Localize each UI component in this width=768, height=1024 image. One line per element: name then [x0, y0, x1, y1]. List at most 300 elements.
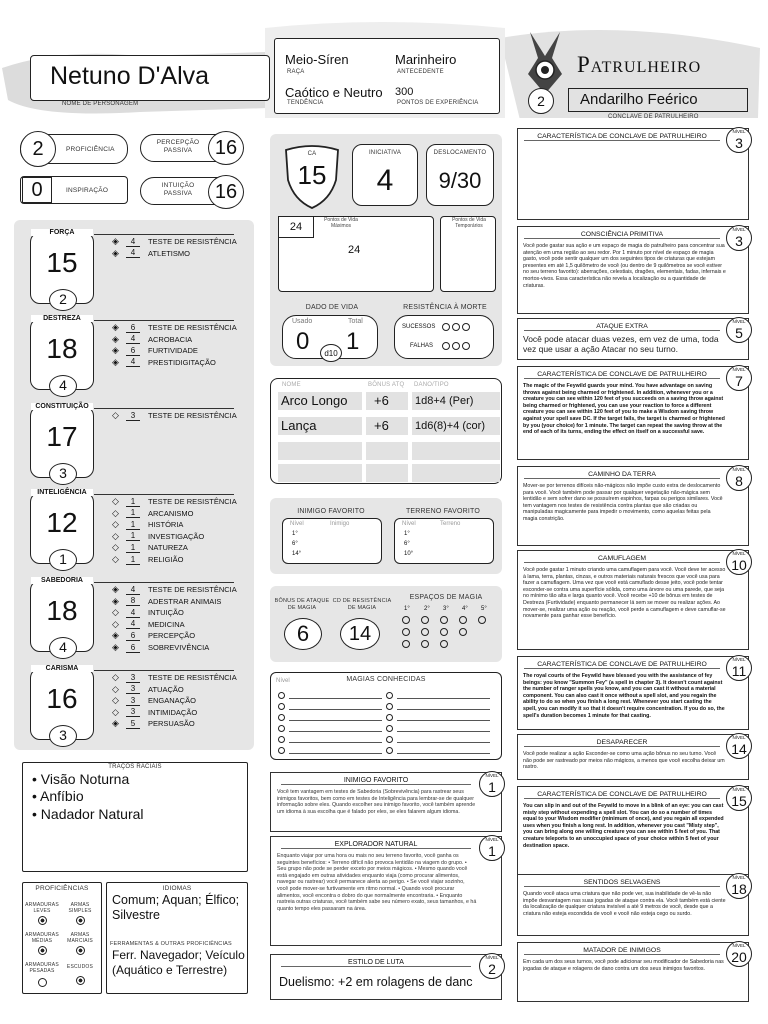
armor-medium-check-icon[interactable] — [38, 946, 47, 955]
proficiency-mark-icon: ◇ — [112, 530, 119, 541]
attribute-block[interactable] — [30, 665, 94, 743]
feature-level-circle — [479, 771, 505, 797]
skill-row[interactable] — [112, 554, 183, 565]
ranger-emblem-icon — [522, 28, 568, 96]
racial-trait-item: • Anfíbio — [32, 788, 84, 804]
spell-name-line — [289, 725, 382, 732]
character-name: Netuno D'Alva — [50, 62, 210, 90]
skill-row[interactable] — [112, 542, 188, 553]
hit-dice-used-label: Usado — [292, 318, 313, 325]
feature-card-favored-enemy — [270, 772, 502, 832]
feature-text: Você tem vantagem em testes de Sabedoria (Sobrevivência) para rastrear seus inimigos favoritos, bem como em testes de Inteligência para lembrar-se de qualquer informação sobre eles. Quando escolher seu inimigo favorito, você também aprende um idioma à sua escolha que é falado por eles, se eles falarem algum idioma. — [277, 789, 476, 815]
feature-level: 20 — [731, 949, 747, 965]
feature-title: CARACTERÍSTICA DE CONCLAVE DE PATRULHEIRO — [524, 371, 720, 379]
proficiency-mark-icon: ◇ — [112, 519, 119, 530]
spell-slot[interactable] — [402, 628, 410, 636]
feature-level-circle — [726, 465, 752, 491]
favored-enemy-level-col: Nível — [290, 521, 304, 527]
proficiency-circle[interactable] — [20, 131, 56, 167]
weapon-row[interactable] — [278, 442, 500, 462]
weapon-row[interactable] — [278, 464, 500, 484]
racial-traits-title: TRAÇOS RACIAIS — [108, 764, 162, 770]
spell-line[interactable] — [386, 735, 490, 743]
passive-insight-value: 16 — [214, 180, 238, 203]
spell-dc-label: CD DE RESISTÊNCIA DE MAGIA — [332, 598, 392, 611]
skill-bonus: 6 — [126, 631, 140, 641]
feature-level-caption: NÍVEL — [732, 129, 746, 134]
passive-insight-circle[interactable] — [208, 175, 244, 209]
attribute-name: FORÇA — [31, 229, 93, 236]
spell-line[interactable] — [278, 702, 382, 710]
skill-bonus: 4 — [126, 608, 140, 618]
feature-level-circle — [726, 785, 752, 811]
failure-check[interactable] — [452, 342, 460, 350]
class-feature-card — [517, 942, 749, 1002]
spell-prepared-check[interactable] — [278, 736, 285, 743]
armor-heavy-check-icon[interactable] — [38, 978, 47, 987]
feature-level: 14 — [731, 741, 747, 757]
skill-bonus: 6 — [126, 643, 140, 653]
spell-prepared-check[interactable] — [386, 747, 393, 754]
skill-label: INTIMIDAÇÃO — [148, 707, 198, 717]
feature-text: Você pode atacar duas vezes, em vez de uma, toda vez que usar a ação Atacar no seu turno. — [523, 335, 719, 354]
class-feature-card — [517, 550, 749, 650]
failures-label: FALHAS — [410, 343, 434, 349]
spell-name-line — [397, 703, 490, 710]
proficiency-mark-icon: ◇ — [112, 410, 119, 420]
skill-label: SOBREVIVÊNCIA — [148, 643, 210, 652]
spell-prepared-check[interactable] — [278, 714, 285, 721]
skill-row[interactable] — [112, 508, 193, 519]
skill-row[interactable] — [112, 718, 195, 729]
spell-name-line — [397, 747, 490, 754]
passive-perception-circle[interactable] — [208, 131, 244, 165]
class-feature-card — [517, 656, 749, 730]
spell-name-line — [289, 747, 382, 754]
skill-bonus: 4 — [126, 334, 140, 344]
spell-slot-row[interactable] — [402, 628, 467, 636]
favored-enemy-col: Inimigo — [330, 521, 350, 527]
spell-line[interactable] — [278, 724, 382, 732]
proficiency-mark-icon: ◈ — [112, 718, 119, 729]
feature-title: ATAQUE EXTRA — [524, 323, 720, 331]
skill-bonus: 6 — [126, 346, 140, 356]
feature-card-natural-explorer — [270, 836, 502, 946]
slot-level: 4° — [462, 606, 468, 612]
armor-light-label: ARMADURAS LEVES — [25, 902, 59, 914]
feature-level: 8 — [735, 473, 743, 489]
weapons-header-bonus: BÔNUS ATQ — [368, 382, 405, 388]
success-check[interactable] — [452, 323, 460, 331]
class-feature-card — [517, 786, 749, 878]
skill-label: HISTÓRIA — [148, 520, 184, 530]
skill-label: TESTE DE RESISTÊNCIA — [148, 585, 237, 594]
weapons-simple-check-icon[interactable] — [76, 916, 85, 925]
favored-terrain-level: 10° — [404, 551, 414, 557]
skill-label: MEDICINA — [148, 619, 185, 629]
feature-title: DESAPARECER — [524, 739, 720, 747]
proficiency-mark-icon: ◈ — [112, 642, 119, 652]
skill-bonus: 4 — [126, 585, 140, 595]
feature-level-caption: NÍVEL — [485, 955, 499, 960]
proficiency-mark-icon: ◈ — [112, 584, 119, 594]
feature-title: CARACTERÍSTICA DE CONCLAVE DE PATRULHEIRO — [524, 791, 720, 799]
spell-line[interactable] — [386, 702, 490, 710]
spell-slot[interactable] — [402, 640, 410, 648]
proficiency-mark-icon: ◇ — [112, 672, 119, 682]
skill-row[interactable] — [112, 607, 184, 618]
subclass-label: CONCLAVE DE PATRULHEIRO — [608, 114, 699, 120]
skill-row[interactable] — [112, 619, 185, 630]
success-check[interactable] — [442, 323, 450, 331]
failure-check[interactable] — [462, 342, 470, 350]
proficiency-mark-icon: ◈ — [112, 247, 119, 258]
spell-slot[interactable] — [478, 616, 486, 624]
attribute-divider — [94, 408, 234, 409]
inspiration-value: 0 — [31, 179, 43, 201]
spell-slot[interactable] — [459, 628, 467, 636]
proficiency-mark-icon: ◇ — [112, 683, 119, 694]
skill-row[interactable] — [112, 584, 237, 595]
spell-attack-value: 6 — [296, 621, 310, 646]
feature-title: CARACTERÍSTICA DE CONCLAVE DE PATRULHEIRO — [524, 661, 720, 669]
initiative-label: INICIATIVA — [368, 150, 402, 156]
spell-prepared-check[interactable] — [386, 736, 393, 743]
skill-row[interactable] — [112, 695, 196, 706]
spell-name-line — [397, 736, 490, 743]
skill-label: PRESTIDIGITAÇÃO — [148, 357, 216, 367]
feature-level: 5 — [735, 325, 743, 341]
skill-label: TESTE DE RESISTÊNCIA — [148, 673, 237, 682]
proficiency-mark-icon: ◈ — [112, 356, 119, 367]
skill-row[interactable] — [112, 410, 237, 421]
attribute-block[interactable] — [30, 229, 94, 307]
spell-line[interactable] — [386, 691, 490, 699]
skill-bonus: 3 — [126, 411, 140, 421]
attribute-score: 18 — [46, 595, 78, 626]
speed-value: 9/30 — [438, 168, 482, 193]
spell-line[interactable] — [278, 691, 382, 699]
skill-label: ACROBACIA — [148, 334, 193, 344]
shields-check-icon[interactable] — [76, 976, 85, 985]
hp-max-value: 24 — [289, 221, 303, 233]
spell-line[interactable] — [386, 746, 490, 754]
spell-dc-value: 14 — [348, 622, 372, 645]
level-value: 2 — [537, 93, 545, 109]
hit-dice-total-value: 1 — [346, 328, 360, 355]
feature-level-circle — [726, 549, 752, 575]
favored-enemy-level: 14° — [292, 551, 302, 557]
background-label: ANTECEDENTE — [397, 69, 444, 75]
skill-row[interactable] — [112, 596, 221, 607]
alignment-value[interactable]: Caótico e Neutro — [285, 85, 383, 100]
spell-prepared-check[interactable] — [386, 692, 393, 699]
skill-bonus: 8 — [126, 596, 140, 606]
attribute-score: 17 — [46, 421, 78, 452]
feature-level: 7 — [735, 373, 743, 389]
feature-title: CARACTERÍSTICA DE CONCLAVE DE PATRULHEIRO — [524, 133, 720, 141]
feature-title: ESTILO DE LUTA — [281, 959, 471, 967]
feature-level-circle — [726, 365, 752, 391]
attribute-divider — [94, 670, 234, 671]
skill-label: INVESTIGAÇÃO — [148, 531, 205, 541]
skill-row[interactable] — [112, 707, 197, 718]
skill-label: ATLETISMO — [148, 248, 190, 258]
spell-slot[interactable] — [440, 616, 448, 624]
speed-label: DESLOCAMENTO — [433, 150, 487, 156]
class-feature-card — [517, 874, 749, 936]
proficiency-label: PROFICIÊNCIA — [66, 146, 115, 153]
spell-slot[interactable] — [421, 628, 429, 636]
attribute-score: 12 — [46, 507, 78, 538]
attribute-divider — [94, 320, 234, 321]
attribute-name: CONSTITUIÇÃO — [31, 403, 93, 410]
feature-text: The royal courts of the Feywild have blessed you with the assistance of fey beings: you know "Summon Fey" (a spell in chapter 3). It doesn't count against the number of ranger spells you know, and you can cast it without a material component. You can also cast it once without a spell slot, and you regain the ability to do so when you finish a long rest. Whenever you start casting the spell, you can modify it so that it doesn't require concentration. If you do so, the spell's duration becomes 1 minute for that casting. — [523, 673, 725, 719]
feature-title: MATADOR DE INIMIGOS — [524, 947, 720, 955]
spell-name-line — [289, 714, 382, 721]
feature-level-caption: NÍVEL — [732, 943, 746, 948]
xp-value[interactable]: 300 — [395, 86, 414, 98]
xp-label: PONTOS DE EXPERIÊNCIA — [397, 100, 479, 106]
spell-line[interactable] — [278, 746, 382, 754]
hit-dice-label: DADO DE VIDA — [305, 304, 359, 311]
spell-prepared-check[interactable] — [278, 692, 285, 699]
success-check[interactable] — [462, 323, 470, 331]
spell-slot-row[interactable] — [402, 616, 486, 624]
spell-attack-label: BÔNUS DE ATAQUE DE MAGIA — [274, 598, 330, 611]
favored-terrain-level: 6° — [404, 541, 410, 547]
death-saves-label: RESISTÊNCIA À MORTE — [403, 304, 487, 311]
attribute-block[interactable] — [30, 315, 94, 393]
spell-prepared-check[interactable] — [278, 703, 285, 710]
spell-prepared-check[interactable] — [386, 703, 393, 710]
skill-row[interactable] — [112, 642, 209, 653]
feature-level: 2 — [488, 961, 496, 977]
weapon-damage: 1d6(8)+4 (cor) — [412, 417, 500, 435]
skill-label: ADESTRAR ANIMAIS — [148, 596, 222, 606]
success-checks[interactable] — [442, 323, 470, 331]
spell-line[interactable] — [278, 735, 382, 743]
class-feature-card — [517, 128, 749, 220]
attribute-modifier[interactable]: 2 — [49, 289, 77, 311]
background-value[interactable]: Marinheiro — [395, 52, 457, 67]
skill-row[interactable] — [112, 334, 192, 345]
skill-row[interactable] — [112, 345, 198, 356]
feature-level-caption: NÍVEL — [732, 227, 746, 232]
hp-max-badge — [278, 216, 314, 238]
armor-heavy-label: ARMADURAS PESADAS — [25, 962, 59, 974]
spell-name-line — [289, 703, 382, 710]
feature-title: CAMINHO DA TERRA — [524, 471, 720, 479]
hit-die-value: d10 — [324, 348, 338, 358]
spell-slot[interactable] — [402, 616, 410, 624]
feature-text: The magic of the Feywild guards your mind. You have advantage on saving throws against being charmed or frightened. In addition, whenever you or a creature you can see within 120 feet of you succeeds on a saving throw against being charmed or frightened, you can use your reaction to force a different creature you can see within 120 feet of you to make a Wisdom saving throw against your spell save DC. If the target fails, the target is charmed or frightened by you (your choice) for 1 minute. The target can repeat the saving throw at the end of each of its turns, ending the effect on itself on a successful save. — [523, 383, 725, 436]
weapons-header-name: NOME — [282, 382, 301, 388]
feature-text[interactable]: Duelismo: +2 em rolagens de danc — [279, 975, 473, 989]
proficiency-value: 2 — [32, 137, 44, 160]
alignment-label: TENDÊNCIA — [287, 100, 324, 106]
spell-prepared-check[interactable] — [386, 714, 393, 721]
skill-bonus: 1 — [126, 508, 140, 518]
attribute-modifier[interactable]: 4 — [49, 637, 77, 659]
feature-level: 1 — [488, 779, 496, 795]
favored-enemy-level: 6° — [292, 541, 298, 547]
languages-title: IDIOMAS — [162, 885, 192, 892]
skill-bonus: 1 — [126, 520, 140, 530]
passive-perception-label: PERCEPÇÃO PASSIVA — [156, 139, 200, 154]
hp-temp-label: Pontos de Vida Temporários — [452, 217, 486, 229]
slot-level: 1° — [404, 606, 410, 612]
spell-name-line — [397, 692, 490, 699]
attribute-modifier[interactable]: 3 — [49, 725, 77, 747]
death-saves-box — [394, 315, 494, 359]
feature-level-circle — [479, 953, 505, 979]
initiative-value: 4 — [376, 164, 394, 197]
skill-label: PERCEPÇÃO — [148, 631, 196, 641]
skill-row[interactable] — [112, 684, 184, 695]
skill-bonus: 3 — [126, 707, 140, 717]
spell-dc-circle[interactable] — [340, 618, 380, 650]
race-value[interactable]: Meio-Síren — [285, 52, 349, 67]
skill-label: PERSUASÃO — [148, 719, 195, 729]
spell-attack-circle[interactable] — [284, 618, 322, 650]
feature-title: EXPLORADOR NATURAL — [281, 841, 471, 849]
spell-prepared-check[interactable] — [386, 725, 393, 732]
weapon-damage: 1d8+4 (Per) — [412, 392, 500, 410]
hp-current-value[interactable]: 24 — [348, 244, 361, 256]
spell-slot[interactable] — [421, 640, 429, 648]
armor-light-check-icon[interactable] — [38, 916, 47, 925]
spell-slot[interactable] — [421, 616, 429, 624]
tools-title: FERRAMENTAS & OUTRAS PROFICIÊNCIAS — [110, 941, 232, 947]
failure-checks[interactable] — [442, 342, 470, 350]
successes-label: SUCESSOS — [402, 324, 436, 330]
level-circle[interactable] — [528, 88, 554, 114]
attribute-block[interactable] — [30, 577, 94, 655]
ac-value: 15 — [297, 160, 327, 190]
spell-line[interactable] — [386, 713, 490, 721]
attribute-divider — [94, 494, 234, 495]
skill-label: TESTE DE RESISTÊNCIA — [148, 497, 237, 506]
known-spells-level-col: Nível — [276, 678, 290, 684]
attribute-block[interactable] — [30, 489, 94, 567]
attribute-divider — [94, 234, 234, 235]
feature-level: 3 — [735, 135, 743, 151]
weapon-row[interactable] — [278, 417, 500, 437]
feature-level: 1 — [488, 843, 496, 859]
proficiency-mark-icon: ◈ — [112, 322, 119, 332]
subclass-value[interactable]: Andarilho Feérico — [580, 91, 698, 108]
class-title: Patrulheiro — [577, 52, 702, 77]
inspiration-box[interactable] — [22, 177, 52, 203]
spell-slot[interactable] — [440, 628, 448, 636]
weapons-header-damage: DANO/TIPO — [414, 382, 449, 388]
attribute-modifier[interactable]: 1 — [49, 549, 77, 571]
feature-level-circle — [726, 655, 752, 681]
attribute-name: CARISMA — [31, 665, 93, 672]
skill-bonus: 3 — [126, 684, 140, 694]
skill-row[interactable] — [112, 519, 183, 530]
attribute-modifier[interactable]: 4 — [49, 375, 77, 397]
skill-label: FURTIVIDADE — [148, 346, 198, 356]
spell-line[interactable] — [278, 713, 382, 721]
skill-row[interactable] — [112, 496, 237, 507]
feature-text: Em cada um dos seus turnos, você pode adicionar seu modificador de Sabedoria nas jogadas de ataque e rolagens de dano contra um dos seus inimigos favoritos. — [523, 959, 724, 972]
skill-bonus: 6 — [126, 323, 140, 333]
proficiency-mark-icon: ◇ — [112, 554, 119, 564]
feature-title: CONSCIÊNCIA PRIMITIVA — [524, 231, 720, 239]
feature-level-caption: NÍVEL — [732, 467, 746, 472]
attribute-score: 15 — [46, 247, 78, 278]
skill-label: TESTE DE RESISTÊNCIA — [148, 323, 237, 332]
skill-row[interactable] — [112, 630, 195, 641]
proficiency-mark-icon: ◇ — [112, 695, 119, 706]
attribute-block[interactable] — [30, 403, 94, 481]
proficiency-mark-icon: ◇ — [112, 496, 119, 506]
spell-slot-row[interactable] — [402, 640, 448, 648]
skill-row[interactable] — [112, 357, 216, 368]
attribute-modifier[interactable]: 3 — [49, 463, 77, 485]
hp-max-label: Pontos de Vida Máximos — [324, 217, 358, 229]
languages-value[interactable]: Comum; Aquan; Élfico; Silvestre — [112, 893, 240, 922]
skill-row[interactable] — [112, 248, 190, 259]
spell-line[interactable] — [386, 724, 490, 732]
class-feature-card — [517, 366, 749, 460]
spell-slot[interactable] — [440, 640, 448, 648]
weapon-name: Lança — [278, 417, 362, 435]
skill-row[interactable] — [112, 531, 204, 542]
feature-level-circle — [726, 317, 752, 343]
proficiency-mark-icon: ◇ — [112, 618, 119, 629]
feature-level-caption: NÍVEL — [732, 787, 746, 792]
feature-title: INIMIGO FAVORITO — [281, 777, 471, 785]
skill-row[interactable] — [112, 322, 237, 333]
hit-dice-total-label: Total — [348, 318, 363, 325]
weapon-bonus: +6 — [366, 417, 408, 435]
armor-medium-label: ARMADURAS MÉDIAS — [25, 932, 59, 944]
spell-slot[interactable] — [459, 616, 467, 624]
spell-prepared-check[interactable] — [278, 725, 285, 732]
hit-die-circle — [320, 344, 342, 362]
class-feature-card — [517, 734, 749, 780]
tools-value[interactable]: Ferr. Navegador; Veículo (Aquático e Terrestre) — [112, 948, 245, 977]
favored-enemy-title: INIMIGO FAVORITO — [297, 508, 365, 515]
spell-name-line — [397, 714, 490, 721]
slot-level: 2° — [424, 606, 430, 612]
inspiration-label: INSPIRAÇÃO — [66, 187, 109, 194]
feature-card-fighting-style — [270, 954, 502, 1000]
skill-row[interactable] — [112, 236, 237, 247]
feature-level-caption: NÍVEL — [732, 551, 746, 556]
feature-level-caption: NÍVEL — [485, 837, 499, 842]
weapon-row[interactable] — [278, 392, 500, 412]
feature-text: Quando você ataca uma criatura que não pode ver, sua inabilidade de vê-la não impõe desvantagem nas suas jogadas de ataque contra ela. Você também está ciente da localização de qualquer criatura invisível a até 9 metros de você, desde que a criatura não esteja escondida de você e você não esteja cego ou surdo. — [523, 891, 726, 917]
failure-check[interactable] — [442, 342, 450, 350]
feature-title: SENTIDOS SELVAGENS — [524, 879, 720, 887]
weapons-martial-check-icon[interactable] — [76, 946, 85, 955]
passive-perception-value: 16 — [214, 136, 238, 159]
skill-bonus: 4 — [126, 237, 140, 247]
skill-row[interactable] — [112, 672, 237, 683]
attribute-name: INTELIGÊNCIA — [31, 489, 93, 496]
skill-label: INTUIÇÃO — [148, 608, 184, 618]
feature-level-caption: NÍVEL — [732, 875, 746, 880]
feature-level-caption: NÍVEL — [485, 773, 499, 778]
spell-name-line — [397, 725, 490, 732]
skill-label: TESTE DE RESISTÊNCIA — [148, 411, 237, 420]
feature-text: Mover-se por terrenos difíceis não-mágicos não impõe custo extra de deslocamento para você. Você também pode passar por qualquer vegetação não-mágica sem lentidão e sem sofrer dano se possuírem espinhos, farpas ou perigos similares. Você tem vantagem nos testes de resistência contra plantas que são criadas ou manipuladas magicamente para impedir o movimento, como aquelas feitas pela magia constrição. — [523, 483, 723, 523]
spell-prepared-check[interactable] — [278, 747, 285, 754]
